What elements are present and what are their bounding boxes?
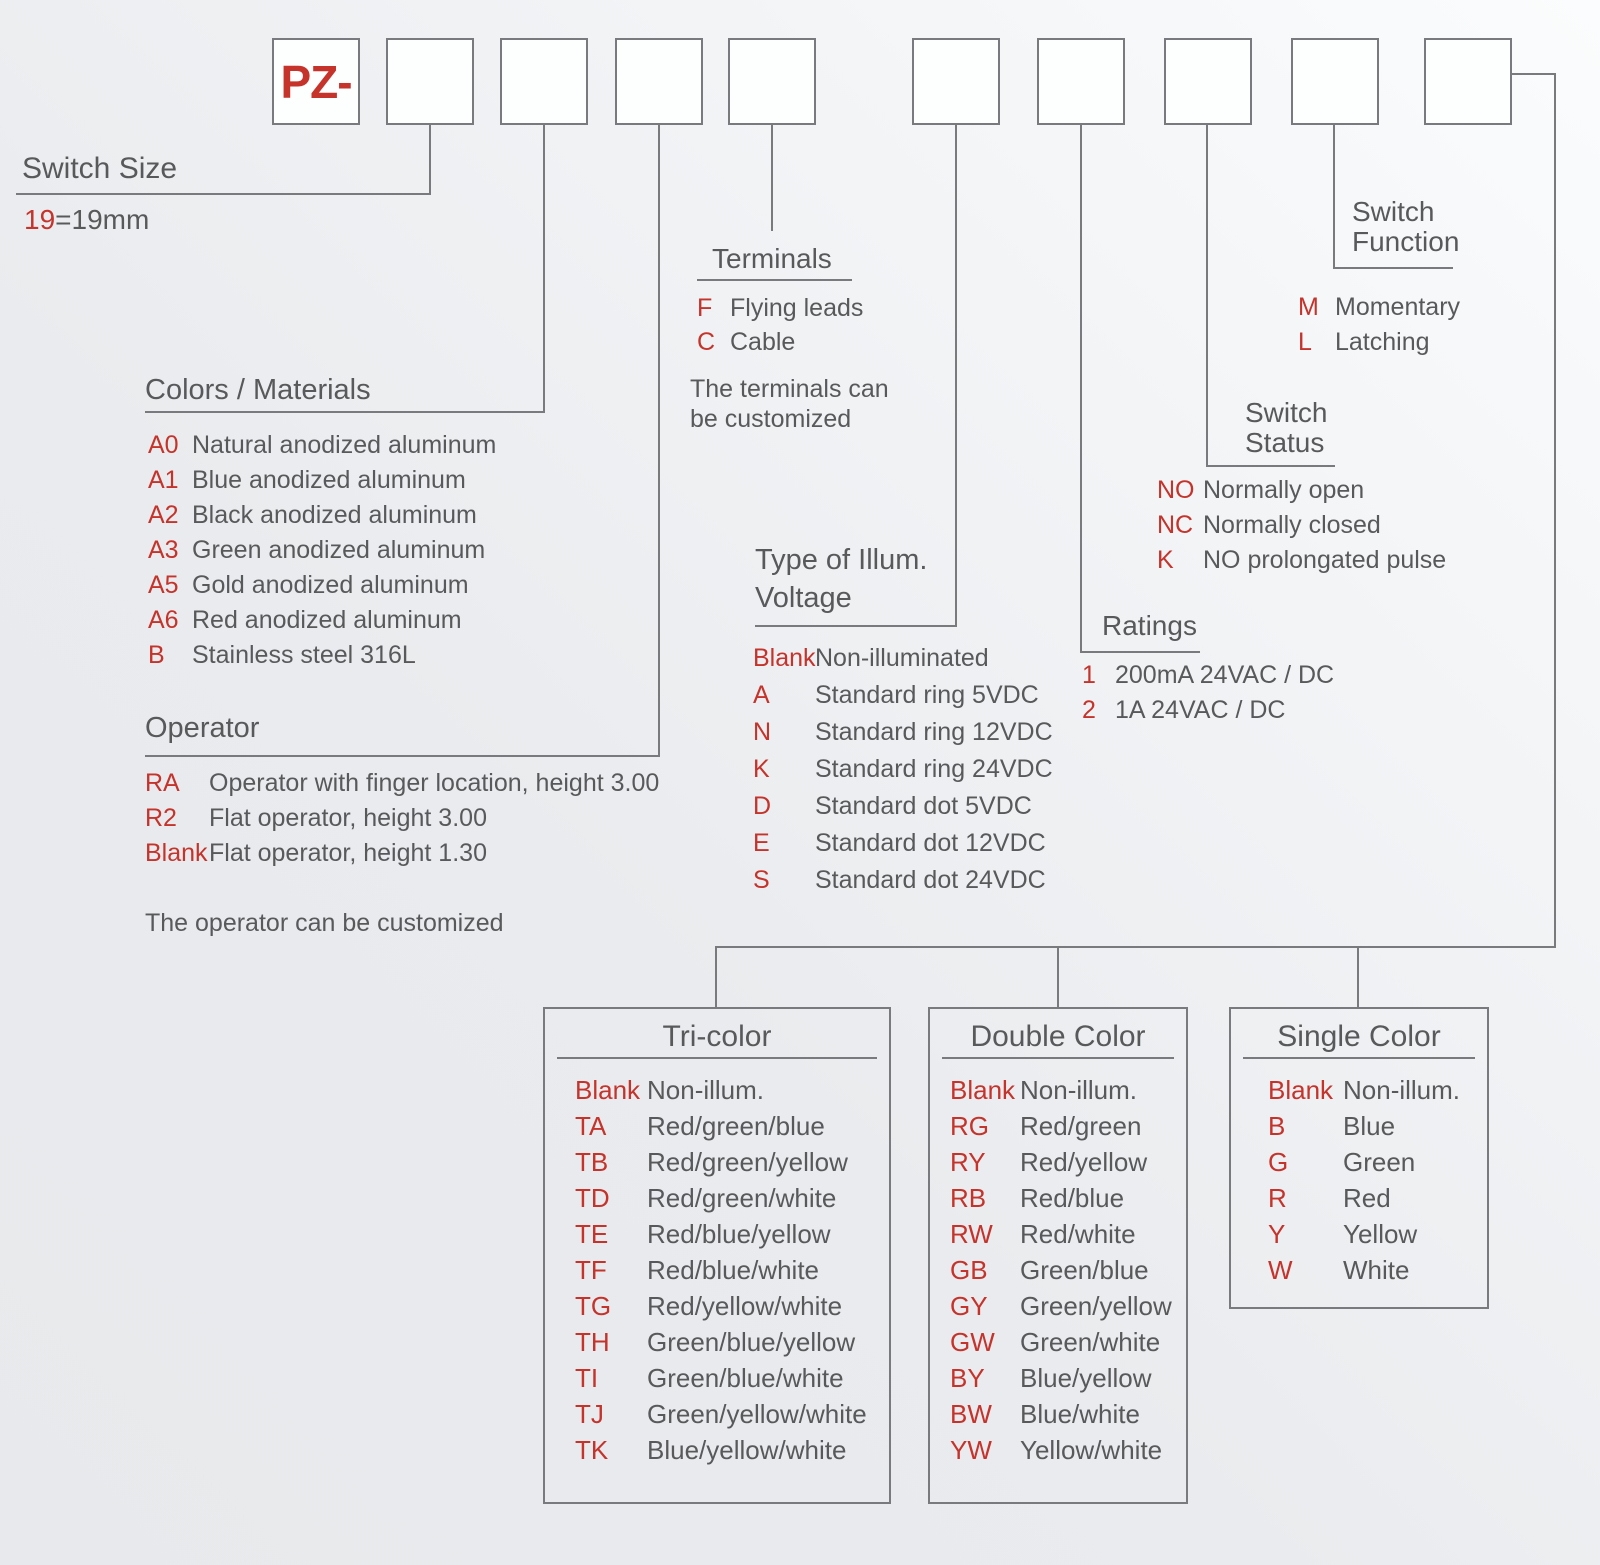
list-item bbox=[148, 603, 496, 638]
item-code: TD bbox=[575, 1183, 610, 1213]
item-desc: Red/white bbox=[1020, 1219, 1136, 1249]
item-code: BY bbox=[950, 1363, 985, 1393]
list-item bbox=[145, 801, 659, 836]
double-color-list bbox=[950, 1072, 1172, 1468]
double-color-rule bbox=[942, 1057, 1174, 1059]
item-desc: White bbox=[1343, 1255, 1410, 1285]
item-desc: Red/blue bbox=[1020, 1183, 1125, 1213]
item-code: R bbox=[1268, 1183, 1287, 1213]
item-desc: Flying leads bbox=[730, 294, 864, 322]
item-desc: Natural anodized aluminum bbox=[192, 431, 497, 459]
switch-function-rule bbox=[1333, 267, 1453, 269]
list-item bbox=[950, 1360, 1172, 1396]
code-box-switch-status bbox=[1164, 38, 1252, 125]
item-code: Y bbox=[1268, 1219, 1286, 1249]
list-item bbox=[1268, 1144, 1460, 1180]
item-desc: Green/blue/yellow bbox=[647, 1327, 856, 1357]
item-desc: 200mA 24VAC / DC bbox=[1115, 661, 1335, 689]
item-desc: Blue/yellow bbox=[1020, 1363, 1152, 1393]
list-item bbox=[753, 862, 1053, 899]
item-code: R2 bbox=[145, 804, 177, 832]
item-code: E bbox=[753, 829, 770, 857]
item-desc: Green/blue/white bbox=[647, 1363, 844, 1393]
connector-line bbox=[1554, 73, 1556, 948]
list-item bbox=[575, 1108, 867, 1144]
item-desc: Non-illum. bbox=[1020, 1075, 1138, 1105]
item-desc: Gold anodized aluminum bbox=[192, 571, 469, 599]
list-item bbox=[148, 463, 496, 498]
item-code: F bbox=[697, 294, 713, 322]
single-color-title: Single Color bbox=[1277, 1020, 1441, 1053]
colors-materials-title: Colors / Materials bbox=[145, 374, 371, 406]
item-desc: Green bbox=[1343, 1147, 1416, 1177]
item-code: B bbox=[148, 641, 165, 669]
switch-function-title: Switch Function bbox=[1352, 196, 1460, 257]
item-desc: Blue/white bbox=[1020, 1399, 1140, 1429]
item-desc: Red/blue/white bbox=[647, 1255, 819, 1285]
ratings-list bbox=[1082, 658, 1334, 728]
list-item bbox=[148, 428, 496, 463]
switch-status-title: Switch Status bbox=[1245, 397, 1328, 458]
item-desc: Red/green/blue bbox=[647, 1111, 825, 1141]
list-item bbox=[950, 1432, 1172, 1468]
switch-status-rule bbox=[1206, 465, 1335, 467]
list-item bbox=[1268, 1180, 1460, 1216]
list-item bbox=[148, 638, 496, 673]
terminals-rule bbox=[697, 279, 852, 281]
list-item bbox=[697, 291, 863, 325]
item-desc: Operator with finger location, height 3.00 bbox=[209, 769, 660, 797]
item-desc: Non-illum. bbox=[1343, 1075, 1461, 1105]
item-desc: Blue anodized aluminum bbox=[192, 466, 466, 494]
item-code: TK bbox=[575, 1435, 609, 1465]
item-code: Blank bbox=[575, 1075, 641, 1105]
item-desc: Green/white bbox=[1020, 1327, 1161, 1357]
item-desc: Green/yellow/white bbox=[647, 1399, 867, 1429]
list-item bbox=[575, 1180, 867, 1216]
code-box-switch-function bbox=[1291, 38, 1379, 125]
list-item bbox=[148, 498, 496, 533]
item-desc: Red/blue/yellow bbox=[647, 1219, 831, 1249]
item-code: Blank bbox=[145, 839, 208, 867]
list-item bbox=[753, 751, 1053, 788]
list-item bbox=[950, 1288, 1172, 1324]
list-item bbox=[575, 1216, 867, 1252]
item-desc: Red/green/white bbox=[647, 1183, 837, 1213]
tri-color-list bbox=[575, 1072, 867, 1468]
list-item bbox=[575, 1396, 867, 1432]
single-color-rule bbox=[1243, 1057, 1475, 1059]
connector-line bbox=[1333, 125, 1335, 269]
item-desc: Green/yellow bbox=[1020, 1291, 1172, 1321]
list-item bbox=[753, 640, 1053, 677]
item-code: TE bbox=[575, 1219, 609, 1249]
list-item bbox=[950, 1324, 1172, 1360]
connector-line bbox=[1206, 125, 1208, 467]
item-code: A6 bbox=[148, 606, 179, 634]
item-desc: Red anodized aluminum bbox=[192, 606, 462, 634]
ratings-rule bbox=[1080, 651, 1200, 653]
item-desc: Normally open bbox=[1203, 476, 1365, 504]
list-item bbox=[1268, 1108, 1460, 1144]
item-code: GB bbox=[950, 1255, 988, 1285]
list-item bbox=[148, 568, 496, 603]
item-desc: Momentary bbox=[1335, 293, 1461, 321]
item-desc: Yellow/white bbox=[1020, 1435, 1163, 1465]
item-code: NO bbox=[1157, 476, 1195, 504]
code-box-led-color bbox=[1424, 38, 1512, 125]
item-code: YW bbox=[950, 1435, 992, 1465]
colors-materials-list bbox=[148, 428, 496, 673]
list-item bbox=[1298, 325, 1460, 360]
list-item bbox=[1268, 1072, 1460, 1108]
item-desc: Standard ring 12VDC bbox=[815, 718, 1053, 746]
item-code: TF bbox=[575, 1255, 607, 1285]
tri-color-rule bbox=[557, 1057, 877, 1059]
prefix-box bbox=[272, 38, 360, 125]
item-code: W bbox=[1268, 1255, 1293, 1285]
item-code: RB bbox=[950, 1183, 987, 1213]
list-item bbox=[148, 533, 496, 568]
item-code: D bbox=[753, 792, 772, 820]
ratings-title: Ratings bbox=[1102, 610, 1197, 641]
item-desc: Standard dot 24VDC bbox=[815, 866, 1046, 894]
item-code: G bbox=[1268, 1147, 1289, 1177]
item-desc: Blue/yellow/white bbox=[647, 1435, 847, 1465]
item-code: C bbox=[697, 328, 716, 356]
terminals-list bbox=[697, 291, 863, 359]
item-code: RA bbox=[145, 769, 180, 797]
list-item bbox=[575, 1432, 867, 1468]
connector-line bbox=[1057, 946, 1059, 1009]
item-desc: NO prolongated pulse bbox=[1203, 546, 1447, 574]
connector-line bbox=[715, 946, 1556, 948]
item-code: BW bbox=[950, 1399, 992, 1429]
connector-line bbox=[543, 125, 545, 413]
item-code: 2 bbox=[1082, 696, 1096, 724]
item-desc: Non-illum. bbox=[647, 1075, 765, 1105]
list-item bbox=[753, 788, 1053, 825]
item-desc: Green/blue bbox=[1020, 1255, 1149, 1285]
single-color-list bbox=[1268, 1072, 1460, 1288]
item-code: N bbox=[753, 718, 772, 746]
item-desc: 1A 24VAC / DC bbox=[1115, 696, 1286, 724]
item-desc: Black anodized aluminum bbox=[192, 501, 477, 529]
item-desc: Standard dot 5VDC bbox=[815, 792, 1032, 820]
connector-line bbox=[1512, 73, 1556, 75]
operator-rule bbox=[145, 755, 660, 757]
connector-line bbox=[715, 946, 717, 1009]
item-code: K bbox=[1157, 546, 1174, 574]
list-item bbox=[1082, 693, 1334, 728]
item-desc: Stainless steel 316L bbox=[192, 641, 416, 669]
item-desc: Non-illuminated bbox=[815, 644, 989, 672]
item-desc: Flat operator, height 3.00 bbox=[209, 804, 487, 832]
switch-function-list bbox=[1298, 290, 1460, 360]
code-box-operator bbox=[615, 38, 703, 125]
item-code: K bbox=[753, 755, 770, 783]
code-box-illumination bbox=[912, 38, 1000, 125]
item-desc: Standard ring 24VDC bbox=[815, 755, 1053, 783]
prefix-label: PZ- bbox=[280, 55, 352, 108]
connector-line bbox=[771, 125, 773, 231]
item-code: A1 bbox=[148, 466, 179, 494]
item-desc: Red bbox=[1343, 1183, 1391, 1213]
item-code: GY bbox=[950, 1291, 988, 1321]
item-code: Blank bbox=[950, 1075, 1016, 1105]
switch-size-title: Switch Size bbox=[22, 152, 178, 185]
list-item bbox=[1157, 473, 1446, 508]
item-desc: Yellow bbox=[1343, 1219, 1418, 1249]
item-code: 1 bbox=[1082, 661, 1096, 689]
tri-color-title: Tri-color bbox=[662, 1020, 772, 1053]
item-desc: Standard dot 12VDC bbox=[815, 829, 1046, 857]
connector-line bbox=[1080, 125, 1082, 653]
code-box-ratings bbox=[1037, 38, 1125, 125]
list-item bbox=[753, 677, 1053, 714]
list-item bbox=[145, 766, 659, 801]
item-code: RG bbox=[950, 1111, 989, 1141]
list-item bbox=[1157, 508, 1446, 543]
list-item bbox=[575, 1324, 867, 1360]
item-code: M bbox=[1298, 293, 1319, 321]
illumination-rule bbox=[755, 625, 957, 627]
item-code: S bbox=[753, 866, 770, 894]
item-code: TB bbox=[575, 1147, 609, 1177]
list-item bbox=[950, 1180, 1172, 1216]
list-item bbox=[950, 1252, 1172, 1288]
item-desc: Normally closed bbox=[1203, 511, 1381, 539]
terminals-note: The terminals can be customized bbox=[690, 375, 889, 433]
switch-size-code: 19 bbox=[24, 204, 56, 235]
item-desc: Red/yellow/white bbox=[647, 1291, 843, 1321]
item-code: A bbox=[753, 681, 770, 709]
switch-size-rule bbox=[16, 193, 431, 195]
item-desc: Latching bbox=[1335, 328, 1430, 356]
list-item bbox=[753, 825, 1053, 862]
item-code: NC bbox=[1157, 511, 1194, 539]
item-code: Blank bbox=[1268, 1075, 1334, 1105]
list-item bbox=[575, 1072, 867, 1108]
item-code: RY bbox=[950, 1147, 986, 1177]
list-item bbox=[575, 1288, 867, 1324]
list-item bbox=[950, 1396, 1172, 1432]
list-item bbox=[575, 1144, 867, 1180]
code-box-switch-size bbox=[386, 38, 474, 125]
switch-size-suffix: =19mm bbox=[55, 204, 150, 235]
operator-list bbox=[145, 766, 659, 871]
code-box-terminals bbox=[728, 38, 816, 125]
list-item bbox=[1082, 658, 1334, 693]
item-code: TA bbox=[575, 1111, 607, 1141]
list-item bbox=[575, 1360, 867, 1396]
list-item bbox=[1157, 543, 1446, 578]
list-item bbox=[697, 325, 863, 359]
colors-materials-rule bbox=[145, 411, 545, 413]
item-code: L bbox=[1298, 328, 1312, 356]
item-code: TG bbox=[575, 1291, 612, 1321]
item-desc: Flat operator, height 1.30 bbox=[209, 839, 487, 867]
code-box-color-material bbox=[500, 38, 588, 125]
list-item bbox=[753, 714, 1053, 751]
list-item bbox=[950, 1216, 1172, 1252]
item-desc: Green anodized aluminum bbox=[192, 536, 486, 564]
operator-note: The operator can be customized bbox=[145, 909, 504, 937]
item-desc: Blue bbox=[1343, 1111, 1396, 1141]
item-code: A3 bbox=[148, 536, 179, 564]
list-item bbox=[950, 1144, 1172, 1180]
list-item bbox=[1268, 1216, 1460, 1252]
illumination-title: Type of Illum. Voltage bbox=[755, 544, 928, 614]
item-code: TH bbox=[575, 1327, 610, 1357]
item-code: TI bbox=[575, 1363, 599, 1393]
operator-title: Operator bbox=[145, 712, 260, 744]
item-code: TJ bbox=[575, 1399, 604, 1429]
item-code: RW bbox=[950, 1219, 993, 1249]
list-item bbox=[145, 836, 659, 871]
item-desc: Red/yellow bbox=[1020, 1147, 1148, 1177]
list-item bbox=[575, 1252, 867, 1288]
connector-line bbox=[429, 125, 431, 195]
switch-status-list bbox=[1157, 473, 1446, 578]
item-code: Blank bbox=[753, 644, 816, 672]
list-item bbox=[950, 1108, 1172, 1144]
item-code: B bbox=[1268, 1111, 1286, 1141]
item-code: A5 bbox=[148, 571, 179, 599]
terminals-title: Terminals bbox=[712, 243, 832, 274]
item-code: A0 bbox=[148, 431, 179, 459]
connector-line bbox=[658, 125, 660, 757]
item-desc: Standard ring 5VDC bbox=[815, 681, 1039, 709]
item-code: GW bbox=[950, 1327, 995, 1357]
list-item bbox=[1298, 290, 1460, 325]
double-color-title: Double Color bbox=[970, 1020, 1146, 1053]
item-desc: Red/green/yellow bbox=[647, 1147, 848, 1177]
illumination-list bbox=[753, 640, 1053, 899]
list-item bbox=[950, 1072, 1172, 1108]
list-item bbox=[1268, 1252, 1460, 1288]
switch-size-value bbox=[24, 204, 149, 236]
connector-line bbox=[1357, 946, 1359, 1009]
item-code: A2 bbox=[148, 501, 179, 529]
item-desc: Cable bbox=[730, 328, 796, 356]
item-desc: Red/green bbox=[1020, 1111, 1142, 1141]
